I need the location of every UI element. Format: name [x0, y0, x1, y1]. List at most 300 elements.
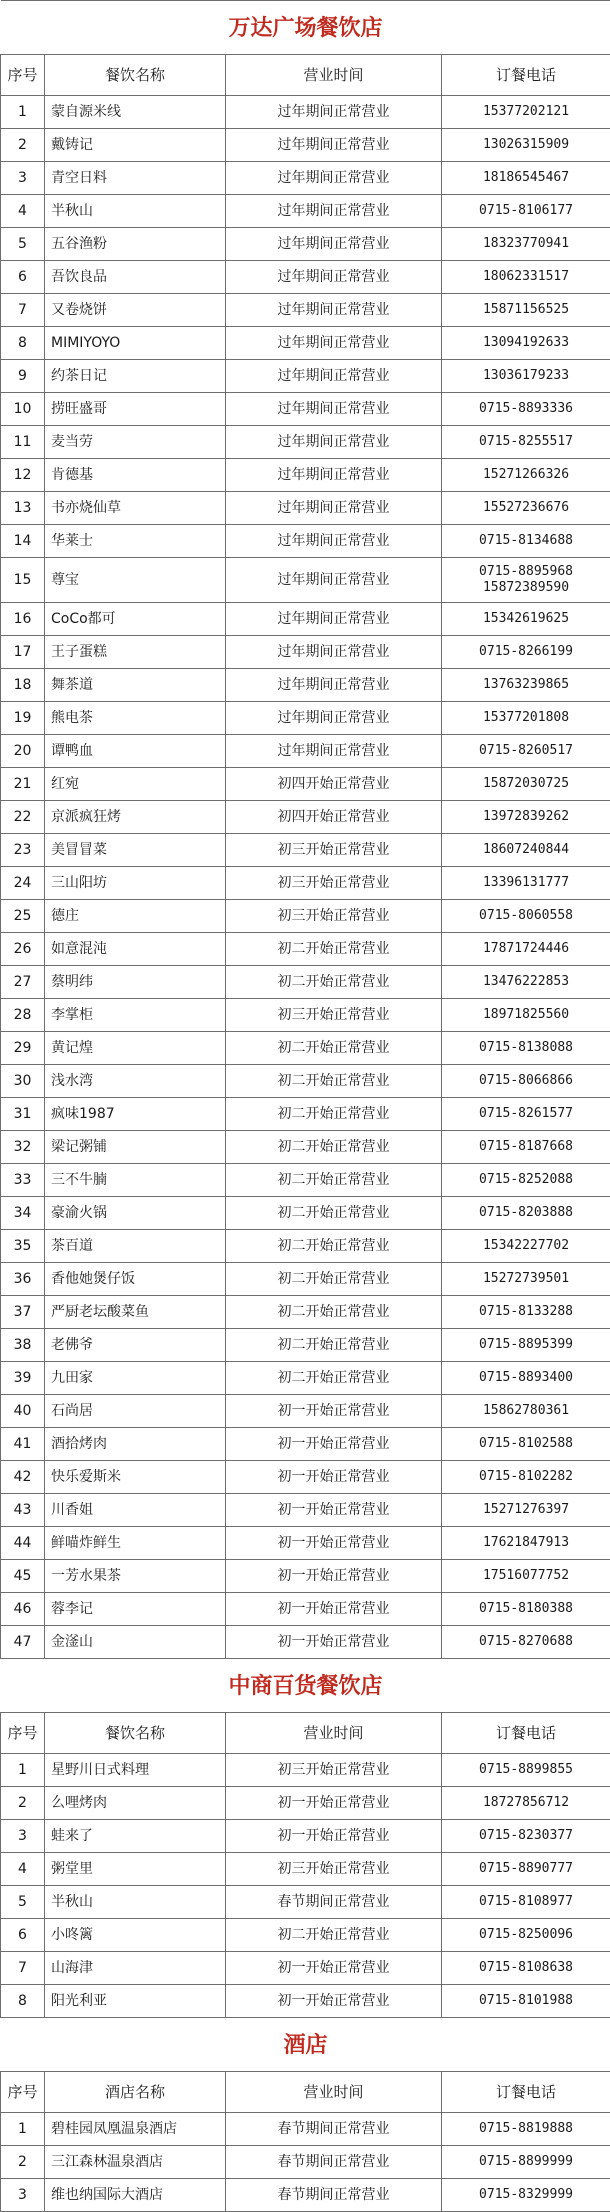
phone-number-line: 15872389590 [442, 580, 610, 596]
venue-name: 吾饮良品 [45, 261, 226, 294]
venue-name: 石尚居 [45, 1395, 226, 1428]
business-hours: 初三开始正常营业 [226, 1754, 442, 1787]
row-number: 24 [1, 867, 45, 900]
phone-number: 18971825560 [442, 999, 610, 1032]
table-row [1, 867, 610, 900]
table-row [1, 1787, 610, 1820]
business-hours: 初二开始正常营业 [226, 1329, 442, 1362]
phone-number: 0715-8270688 [442, 1626, 610, 1659]
business-hours: 过年期间正常营业 [226, 669, 442, 702]
venue-name: 李掌柜 [45, 999, 226, 1032]
phone-number: 18607240844 [442, 834, 610, 867]
table-row [1, 1131, 610, 1164]
table-row [1, 801, 610, 834]
row-number: 7 [1, 1952, 45, 1985]
phone-number: 0715-8260517 [442, 735, 610, 768]
row-number: 8 [1, 1985, 45, 2018]
venue-name: 五谷渔粉 [45, 228, 226, 261]
venue-name: 维也纳国际大酒店 [45, 2179, 226, 2212]
row-number: 39 [1, 1362, 45, 1395]
phone-number: 18186545467 [442, 162, 610, 195]
row-number: 27 [1, 966, 45, 999]
row-number: 8 [1, 327, 45, 360]
row-number: 33 [1, 1164, 45, 1197]
table-row [1, 1230, 610, 1263]
business-hours: 过年期间正常营业 [226, 735, 442, 768]
column-header-business-hours: 营业时间 [226, 2072, 442, 2113]
phone-number: 0715-8252088 [442, 1164, 610, 1197]
table-row [1, 558, 610, 603]
venue-name: 半秋山 [45, 195, 226, 228]
column-header-venue-name: 餐饮名称 [45, 55, 226, 96]
business-hours: 初四开始正常营业 [226, 768, 442, 801]
venue-name: 京派疯狂烤 [45, 801, 226, 834]
business-hours: 初一开始正常营业 [226, 1560, 442, 1593]
table-row [1, 735, 610, 768]
venue-name: 香他她煲仔饭 [45, 1263, 226, 1296]
phone-number-line: 0715-8895968 [442, 564, 610, 580]
row-number: 3 [1, 2179, 45, 2212]
phone-number: 0715-8899999 [442, 2146, 610, 2179]
row-number: 46 [1, 1593, 45, 1626]
row-number: 41 [1, 1428, 45, 1461]
business-hours: 初二开始正常营业 [226, 1296, 442, 1329]
venue-name: 美冒冒菜 [45, 834, 226, 867]
row-number: 23 [1, 834, 45, 867]
business-hours: 初二开始正常营业 [226, 1131, 442, 1164]
venue-name: 三山阳坊 [45, 867, 226, 900]
business-hours: 过年期间正常营业 [226, 426, 442, 459]
business-hours: 春节期间正常营业 [226, 2113, 442, 2146]
row-number: 2 [1, 129, 45, 162]
row-number: 1 [1, 96, 45, 129]
phone-number: 15871156525 [442, 294, 610, 327]
row-number: 2 [1, 2146, 45, 2179]
business-hours: 春节期间正常营业 [226, 1886, 442, 1919]
table-row [1, 525, 610, 558]
business-hours: 初二开始正常营业 [226, 1919, 442, 1952]
phone-number: 0715-8180388 [442, 1593, 610, 1626]
venue-name: 粥堂里 [45, 1853, 226, 1886]
phone-number: 13763239865 [442, 669, 610, 702]
business-hours: 初三开始正常营业 [226, 999, 442, 1032]
table-row [1, 1428, 610, 1461]
business-hours: 过年期间正常营业 [226, 393, 442, 426]
table-row [1, 834, 610, 867]
row-number: 3 [1, 162, 45, 195]
table-row [1, 702, 610, 735]
venue-name: 黄记煌 [45, 1032, 226, 1065]
business-hours: 初一开始正常营业 [226, 1626, 442, 1659]
row-number: 16 [1, 603, 45, 636]
business-hours: 初三开始正常营业 [226, 1853, 442, 1886]
business-hours: 过年期间正常营业 [226, 525, 442, 558]
table-row [1, 2146, 610, 2179]
phone-number: 0715-8230377 [442, 1820, 610, 1853]
column-header-row-number: 序号 [1, 55, 45, 96]
section-title-row [1, 2018, 610, 2072]
table-row [1, 360, 610, 393]
phone-number: 0715-8261577 [442, 1098, 610, 1131]
row-number: 5 [1, 228, 45, 261]
phone-number: 18727856712 [442, 1787, 610, 1820]
row-number: 9 [1, 360, 45, 393]
phone-number: 15527236676 [442, 492, 610, 525]
business-hours: 过年期间正常营业 [226, 360, 442, 393]
table-row [1, 228, 610, 261]
table-row [1, 933, 610, 966]
table-row [1, 195, 610, 228]
phone-number: 15271266326 [442, 459, 610, 492]
venue-name: 肯德基 [45, 459, 226, 492]
row-number: 4 [1, 195, 45, 228]
phone-number: 15342619625 [442, 603, 610, 636]
business-hours: 初二开始正常营业 [226, 1197, 442, 1230]
phone-number: 0715-8106177 [442, 195, 610, 228]
phone-number: 18323770941 [442, 228, 610, 261]
venue-name: 么哩烤肉 [45, 1787, 226, 1820]
row-number: 21 [1, 768, 45, 801]
business-hours: 过年期间正常营业 [226, 558, 442, 603]
business-hours: 过年期间正常营业 [226, 327, 442, 360]
venue-name: 豪渝火锅 [45, 1197, 226, 1230]
business-hours: 初三开始正常营业 [226, 867, 442, 900]
business-hours: 过年期间正常营业 [226, 261, 442, 294]
row-number: 1 [1, 2113, 45, 2146]
venue-name: 川香姐 [45, 1494, 226, 1527]
row-number: 22 [1, 801, 45, 834]
venue-name: 又卷烧饼 [45, 294, 226, 327]
venue-name: 山海津 [45, 1952, 226, 1985]
row-number: 19 [1, 702, 45, 735]
business-hours: 过年期间正常营业 [226, 294, 442, 327]
phone-number: 0715-8060558 [442, 900, 610, 933]
row-number: 34 [1, 1197, 45, 1230]
venue-name: 星野川日式料理 [45, 1754, 226, 1787]
business-hours: 初三开始正常营业 [226, 834, 442, 867]
venue-name: 麦当劳 [45, 426, 226, 459]
business-hours: 过年期间正常营业 [226, 195, 442, 228]
row-number: 7 [1, 294, 45, 327]
business-hours: 过年期间正常营业 [226, 228, 442, 261]
row-number: 32 [1, 1131, 45, 1164]
venue-name: 快乐爱斯米 [45, 1461, 226, 1494]
table-row [1, 1853, 610, 1886]
row-number: 43 [1, 1494, 45, 1527]
table-row [1, 426, 610, 459]
table-row [1, 2113, 610, 2146]
phone-number: 0715-8138088 [442, 1032, 610, 1065]
venue-name: 青空日料 [45, 162, 226, 195]
business-hours: 初一开始正常营业 [226, 1787, 442, 1820]
phone-number [442, 558, 610, 603]
section-title: 中商百货餐饮店 [1, 1659, 610, 1713]
table-row [1, 1197, 610, 1230]
venue-name: MIMIYOYO [45, 327, 226, 360]
phone-number: 15271276397 [442, 1494, 610, 1527]
business-hours: 初一开始正常营业 [226, 1527, 442, 1560]
business-hours: 初二开始正常营业 [226, 1164, 442, 1197]
table-row [1, 1494, 610, 1527]
venue-name: 茶百道 [45, 1230, 226, 1263]
row-number: 1 [1, 1754, 45, 1787]
table-row [1, 1952, 610, 1985]
table-header-row [1, 1713, 610, 1754]
venue-name: 碧桂园凤凰温泉酒店 [45, 2113, 226, 2146]
venue-name: 三江森林温泉酒店 [45, 2146, 226, 2179]
table-row [1, 393, 610, 426]
business-hours: 过年期间正常营业 [226, 96, 442, 129]
table-row [1, 1461, 610, 1494]
section-title: 酒店 [1, 2018, 610, 2072]
table-row [1, 1329, 610, 1362]
venue-name: 一芳水果茶 [45, 1560, 226, 1593]
table-row [1, 603, 610, 636]
venue-name: 红宛 [45, 768, 226, 801]
table-row [1, 96, 610, 129]
phone-number: 15377201808 [442, 702, 610, 735]
row-number: 12 [1, 459, 45, 492]
row-number: 10 [1, 393, 45, 426]
row-number: 13 [1, 492, 45, 525]
venue-name: 王子蛋糕 [45, 636, 226, 669]
table-row [1, 1362, 610, 1395]
venue-name: 如意混沌 [45, 933, 226, 966]
column-header-row-number: 序号 [1, 2072, 45, 2113]
phone-number: 13026315909 [442, 129, 610, 162]
phone-number: 0715-8250096 [442, 1919, 610, 1952]
business-hours: 初四开始正常营业 [226, 801, 442, 834]
phone-number: 0715-8893336 [442, 393, 610, 426]
row-number: 17 [1, 636, 45, 669]
row-number: 47 [1, 1626, 45, 1659]
phone-number: 0715-8893400 [442, 1362, 610, 1395]
row-number: 28 [1, 999, 45, 1032]
phone-number: 0715-8895399 [442, 1329, 610, 1362]
table-row [1, 162, 610, 195]
venue-name: 半秋山 [45, 1886, 226, 1919]
table-row [1, 294, 610, 327]
column-header-venue-name: 餐饮名称 [45, 1713, 226, 1754]
table-row [1, 129, 610, 162]
business-hours: 初一开始正常营业 [226, 1494, 442, 1527]
table-row [1, 768, 610, 801]
business-hours: 初一开始正常营业 [226, 1985, 442, 2018]
venue-name: CoCo都可 [45, 603, 226, 636]
row-number: 20 [1, 735, 45, 768]
table-row [1, 327, 610, 360]
row-number: 36 [1, 1263, 45, 1296]
phone-number: 0715-8108977 [442, 1886, 610, 1919]
row-number: 15 [1, 558, 45, 603]
venue-name: 谭鸭血 [45, 735, 226, 768]
table-row [1, 669, 610, 702]
row-number: 2 [1, 1787, 45, 1820]
row-number: 14 [1, 525, 45, 558]
business-hours: 初二开始正常营业 [226, 1065, 442, 1098]
phone-number: 0715-8134688 [442, 525, 610, 558]
table-row [1, 636, 610, 669]
table-row [1, 1886, 610, 1919]
phone-number: 15342227702 [442, 1230, 610, 1263]
venue-name: 浅水湾 [45, 1065, 226, 1098]
row-number: 29 [1, 1032, 45, 1065]
column-header-row-number: 序号 [1, 1713, 45, 1754]
row-number: 42 [1, 1461, 45, 1494]
table-row [1, 1985, 610, 2018]
phone-number: 13036179233 [442, 360, 610, 393]
venue-name: 尊宝 [45, 558, 226, 603]
phone-number: 0715-8819888 [442, 2113, 610, 2146]
venue-name: 小咚篱 [45, 1919, 226, 1952]
row-number: 45 [1, 1560, 45, 1593]
phone-number: 17871724446 [442, 933, 610, 966]
section-title: 万达广场餐饮店 [1, 1, 610, 55]
row-number: 35 [1, 1230, 45, 1263]
row-number: 31 [1, 1098, 45, 1131]
row-number: 44 [1, 1527, 45, 1560]
phone-number: 18062331517 [442, 261, 610, 294]
column-header-venue-name: 酒店名称 [45, 2072, 226, 2113]
phone-number: 0715-8899855 [442, 1754, 610, 1787]
phone-number: 13094192633 [442, 327, 610, 360]
row-number: 4 [1, 1853, 45, 1886]
phone-number: 0715-8066866 [442, 1065, 610, 1098]
venue-name: 蒙自源米线 [45, 96, 226, 129]
business-hours: 初二开始正常营业 [226, 1032, 442, 1065]
phone-number: 0715-8101988 [442, 1985, 610, 2018]
venue-name: 蛙来了 [45, 1820, 226, 1853]
venue-name: 鲜喵炸鲜生 [45, 1527, 226, 1560]
table-row [1, 492, 610, 525]
phone-number: 0715-8108638 [442, 1952, 610, 1985]
table-row [1, 1820, 610, 1853]
business-hours: 过年期间正常营业 [226, 459, 442, 492]
table-row [1, 1754, 610, 1787]
venue-name: 书亦烧仙草 [45, 492, 226, 525]
business-hours: 初一开始正常营业 [226, 1952, 442, 1985]
phone-number: 0715-8102588 [442, 1428, 610, 1461]
row-number: 5 [1, 1886, 45, 1919]
venue-name: 梁记粥铺 [45, 1131, 226, 1164]
business-hours: 初一开始正常营业 [226, 1461, 442, 1494]
venue-name: 三不牛腩 [45, 1164, 226, 1197]
phone-number: 0715-8329999 [442, 2179, 610, 2212]
phone-number: 15377202121 [442, 96, 610, 129]
phone-number: 0715-8255517 [442, 426, 610, 459]
phone-number: 0715-8266199 [442, 636, 610, 669]
venue-name: 九田家 [45, 1362, 226, 1395]
row-number: 3 [1, 1820, 45, 1853]
business-hours: 过年期间正常营业 [226, 492, 442, 525]
phone-number: 0715-8203888 [442, 1197, 610, 1230]
business-hours: 初一开始正常营业 [226, 1395, 442, 1428]
phone-number: 15272739501 [442, 1263, 610, 1296]
table-row [1, 1560, 610, 1593]
business-hours: 初二开始正常营业 [226, 966, 442, 999]
table-row [1, 1098, 610, 1131]
phone-number: 15872030725 [442, 768, 610, 801]
table-row [1, 1593, 610, 1626]
table-row [1, 999, 610, 1032]
phone-number: 13396131777 [442, 867, 610, 900]
venue-name: 舞茶道 [45, 669, 226, 702]
business-hours: 初二开始正常营业 [226, 1263, 442, 1296]
business-hours: 过年期间正常营业 [226, 162, 442, 195]
venue-name: 疯味1987 [45, 1098, 226, 1131]
business-hours: 过年期间正常营业 [226, 636, 442, 669]
phone-number: 17516077752 [442, 1560, 610, 1593]
table-row [1, 261, 610, 294]
row-number: 37 [1, 1296, 45, 1329]
phone-number: 13972839262 [442, 801, 610, 834]
phone-number: 0715-8102282 [442, 1461, 610, 1494]
row-number: 40 [1, 1395, 45, 1428]
venue-name: 华莱士 [45, 525, 226, 558]
venue-name: 戴铸记 [45, 129, 226, 162]
table-row [1, 459, 610, 492]
table-row [1, 966, 610, 999]
business-hours: 初二开始正常营业 [226, 933, 442, 966]
table-row [1, 2179, 610, 2212]
phone-number: 13476222853 [442, 966, 610, 999]
venue-name: 蓉李记 [45, 1593, 226, 1626]
venue-name: 德庄 [45, 900, 226, 933]
venue-name: 阳光利亚 [45, 1985, 226, 2018]
section-title-row [1, 1659, 610, 1713]
table-row [1, 1032, 610, 1065]
row-number: 30 [1, 1065, 45, 1098]
column-header-phone-number: 订餐电话 [442, 1713, 610, 1754]
business-hours: 初二开始正常营业 [226, 1362, 442, 1395]
business-hours: 初二开始正常营业 [226, 1098, 442, 1131]
table-row [1, 1919, 610, 1952]
business-hours: 初一开始正常营业 [226, 1820, 442, 1853]
row-number: 11 [1, 426, 45, 459]
phone-number: 0715-8133288 [442, 1296, 610, 1329]
venue-name: 蔡明纬 [45, 966, 226, 999]
business-hours: 初一开始正常营业 [226, 1428, 442, 1461]
column-header-phone-number: 订餐电话 [442, 2072, 610, 2113]
business-hours: 春节期间正常营业 [226, 2179, 442, 2212]
phone-number: 0715-8187668 [442, 1131, 610, 1164]
venue-name: 金滏山 [45, 1626, 226, 1659]
business-hours: 初一开始正常营业 [226, 1593, 442, 1626]
table-row [1, 1296, 610, 1329]
table-row [1, 1395, 610, 1428]
venue-name: 捞旺盛哥 [45, 393, 226, 426]
venue-name: 酒拾烤肉 [45, 1428, 226, 1461]
row-number: 6 [1, 261, 45, 294]
row-number: 6 [1, 1919, 45, 1952]
row-number: 26 [1, 933, 45, 966]
column-header-phone-number: 订餐电话 [442, 55, 610, 96]
row-number: 25 [1, 900, 45, 933]
table-row [1, 1263, 610, 1296]
phone-number: 15862780361 [442, 1395, 610, 1428]
table-row [1, 1527, 610, 1560]
venue-name: 约茶日记 [45, 360, 226, 393]
business-hours: 春节期间正常营业 [226, 2146, 442, 2179]
column-header-business-hours: 营业时间 [226, 1713, 442, 1754]
row-number: 18 [1, 669, 45, 702]
table-row [1, 1065, 610, 1098]
table-header-row [1, 2072, 610, 2113]
table-row [1, 900, 610, 933]
business-hours: 初三开始正常营业 [226, 900, 442, 933]
business-hours: 过年期间正常营业 [226, 702, 442, 735]
column-header-business-hours: 营业时间 [226, 55, 442, 96]
